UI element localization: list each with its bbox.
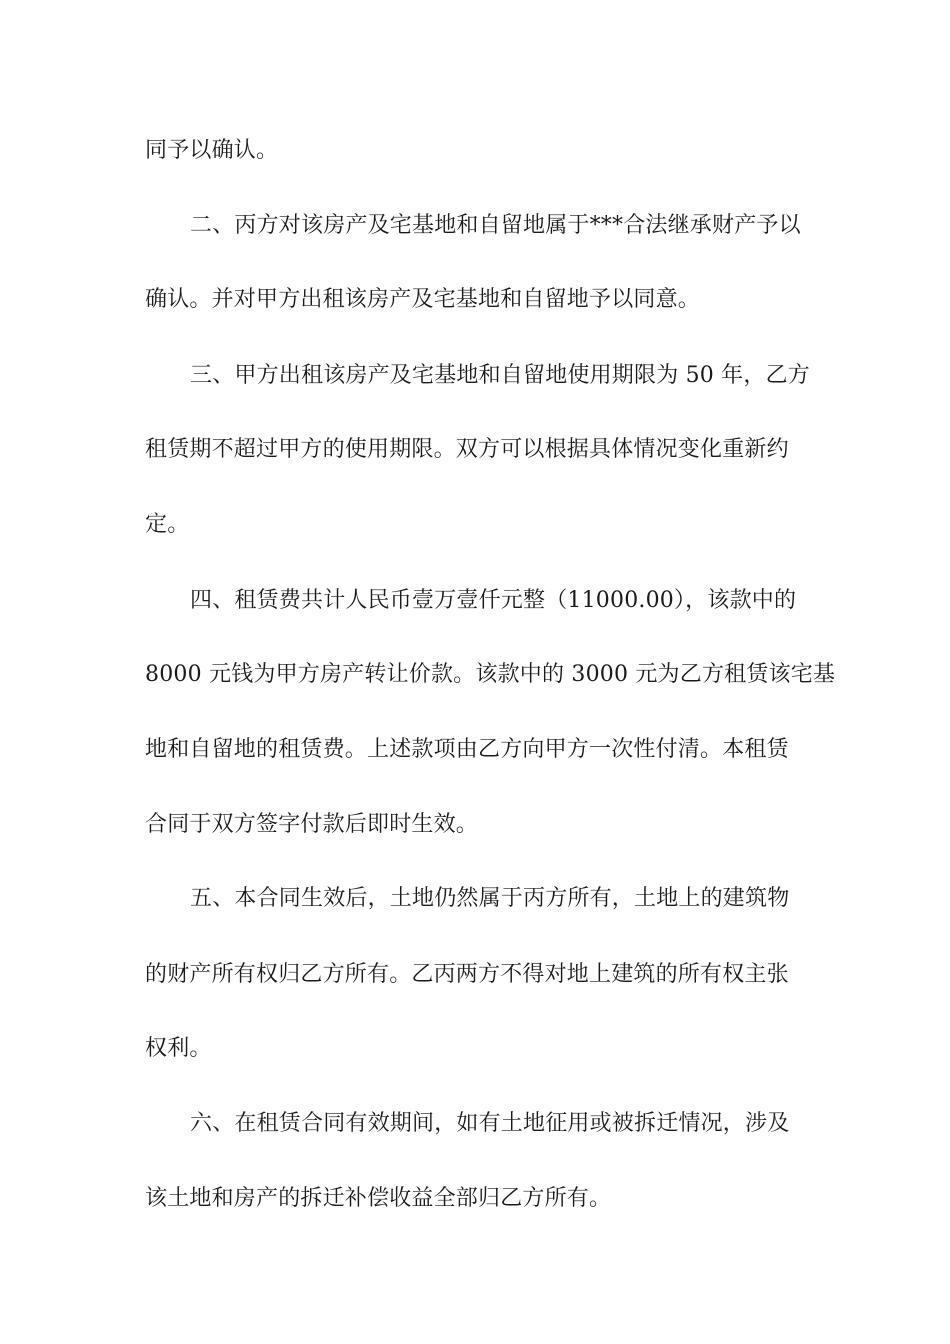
clause-4-line-3: 地和自留地的租赁费。上述款项由乙方向甲方一次性付清。本租赁 <box>145 737 789 762</box>
clause-4-line-1: 四、租赁费共计人民币壹万壹仟元整（11000.00），该款中的 <box>190 588 797 613</box>
clause-3-line-3: 定。 <box>145 512 190 537</box>
text-line: 同予以确认。 <box>145 138 279 163</box>
clause-5-line-2: 的财产所有权归乙方所有。乙丙两方不得对地上建筑的所有权主张 <box>145 962 789 987</box>
clause-6-line-1: 六、在租赁合同有效期间，如有土地征用或被拆迁情况，涉及 <box>190 1111 790 1136</box>
clause-2-line-2: 确认。并对甲方出租该房产及宅基地和自留地予以同意。 <box>145 287 701 312</box>
clause-4-line-4: 合同于双方签字付款后即时生效。 <box>145 812 479 837</box>
clause-2-line-1: 二、丙方对该房产及宅基地和自留地属于***合法继承财产予以 <box>190 213 801 238</box>
clause-3-line-1: 三、甲方出租该房产及宅基地和自留地使用期限为 50 年，乙方 <box>190 363 810 388</box>
clause-3-line-2: 租赁期不超过甲方的使用期限。双方可以根据具体情况变化重新约 <box>145 437 789 462</box>
clause-4-line-2: 8000 元钱为甲方房产转让价款。该款中的 3000 元为乙方租赁该宅基 <box>145 662 836 687</box>
clause-6-line-2: 该土地和房产的拆迁补偿收益全部归乙方所有。 <box>145 1186 612 1211</box>
clause-5-line-1: 五、本合同生效后，土地仍然属于丙方所有，土地上的建筑物 <box>190 886 790 911</box>
clause-5-line-3: 权利。 <box>145 1036 212 1061</box>
